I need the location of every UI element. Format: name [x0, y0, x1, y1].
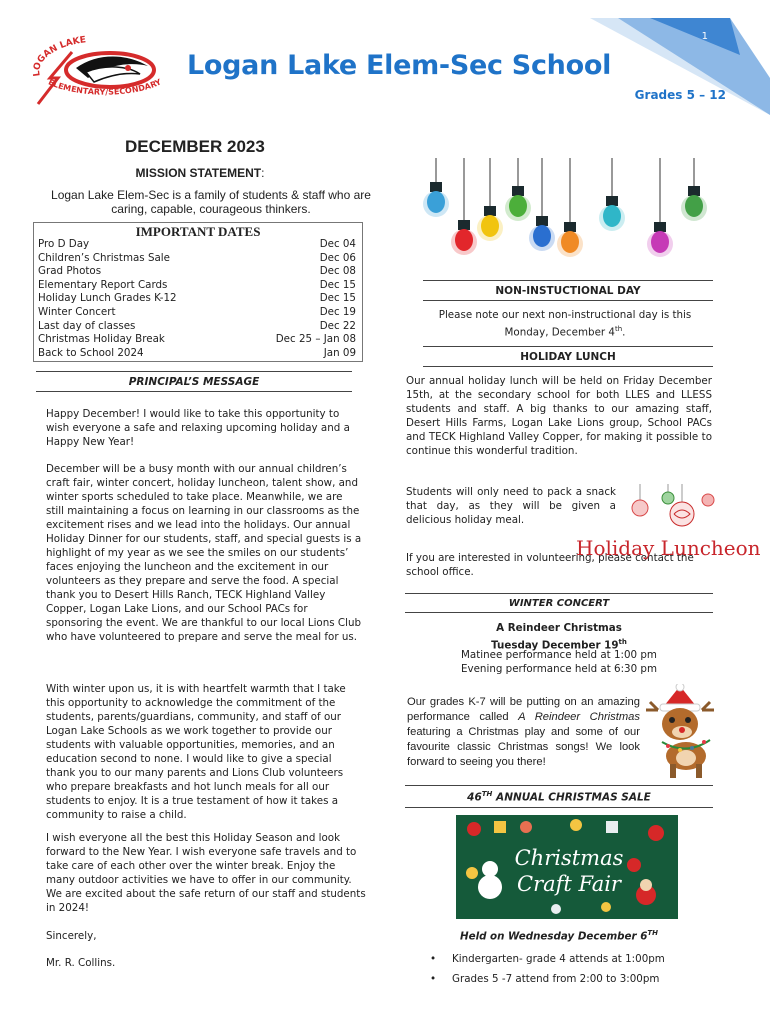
date-value: Dec 08 — [319, 265, 356, 278]
light-bulbs — [423, 158, 707, 257]
non-instructional-text: Please note our next non-instructional day is this Monday, December 4th. — [438, 309, 692, 339]
bulb-cap — [654, 222, 666, 232]
principal-signature: Mr. R. Collins. — [46, 957, 116, 969]
date-value: Dec 15 — [319, 278, 356, 291]
sale-time-item: • Grades 5 -7 attend from 2:00 to 3:00pm — [430, 969, 665, 989]
bulb-cap — [484, 206, 496, 216]
principal-paragraph-1: Happy December! I would like to take this opportunity to wish everyone a safe and relaxing upcoming holiday and a Happy New Year! — [46, 408, 350, 448]
date-value: Dec 04 — [319, 238, 356, 250]
date-event: Winter Concert — [38, 305, 116, 318]
bulb-cap — [430, 182, 442, 192]
light-bulb — [561, 231, 579, 253]
date-value: Dec 22 — [319, 319, 356, 332]
date-value: Dec 15 — [319, 292, 356, 305]
date-row — [38, 320, 356, 334]
date-row — [38, 347, 356, 361]
sale-date: Held on Wednesday December 6TH — [459, 929, 659, 943]
date-event: Children’s Christmas Sale — [38, 251, 170, 264]
holiday-lunch-heading: HOLIDAY LUNCH — [423, 346, 713, 367]
sale-time-item: • Kindergarten- grade 4 attends at 1:00pm — [430, 949, 665, 969]
concert-title: A Reindeer Christmas Tuesday December 19th — [491, 622, 627, 652]
light-bulb — [603, 205, 621, 227]
date-value: Dec 25 – Jan 08 — [275, 333, 356, 346]
date-row — [38, 252, 356, 266]
date-row — [38, 292, 356, 306]
christmas-lights-image — [398, 158, 718, 268]
grades-label: Grades 5 – 12 — [634, 88, 726, 102]
date-row — [38, 265, 356, 279]
poster-line-2: Craft Fair — [517, 872, 621, 896]
date-value: Dec 06 — [319, 251, 356, 264]
winter-concert-heading: WINTER CONCERT — [405, 593, 713, 613]
matinee-time: Matinee performance held at 1:00 pm — [461, 649, 657, 661]
date-row — [38, 238, 356, 252]
light-bulb — [427, 191, 445, 213]
date-row — [38, 279, 356, 293]
light-bulb — [533, 225, 551, 247]
reindeer-image — [642, 684, 726, 780]
poster-line-1: Christmas — [514, 846, 624, 870]
concert-paragraph: Our grades K-7 will be putting on an amazing performance called A Reindeer Christmas featuring a Christmas play and some of our favourite classic Christmas songs! We look forward to seeing you there! — [407, 696, 640, 768]
christmas-sale-heading: 46TH ANNUAL CHRISTMAS SALE — [405, 785, 713, 808]
logo-bottom-text: ELEMENTARY/SECONDARY — [46, 77, 163, 97]
ornaments-image — [610, 484, 720, 536]
logo-top-text: LOGAN LAKE — [32, 35, 87, 77]
school-logo — [28, 34, 188, 106]
date-event: Grad Photos — [38, 265, 102, 278]
date-event: Christmas Holiday Break — [38, 333, 165, 346]
evening-time: Evening performance held at 6:30 pm — [461, 663, 657, 675]
important-dates-title: IMPORTANT DATES — [135, 224, 261, 239]
date-event: Back to School 2024 — [38, 346, 144, 359]
month-heading: DECEMBER 2023 — [125, 137, 265, 156]
light-bulb — [481, 215, 499, 237]
non-instructional-heading: NON-INSTUCTIONAL DAY — [423, 280, 713, 301]
date-event: Elementary Report Cards — [38, 278, 168, 291]
craft-fair-poster — [456, 815, 678, 919]
sale-times-list — [430, 949, 665, 989]
important-dates-list — [38, 238, 356, 360]
page-number: 1 — [701, 31, 708, 42]
light-bulb — [455, 229, 473, 251]
holiday-lunch-paragraph-1: Our annual holiday lunch will be held on Friday December 15th, at the secondary school for both LLES and LLESS students and staff. A big thanks to our amazing staff, Desert Hills Farms, Logan Lake Lions group, School PACs and TECK Highland Valley Copper, for making it possible to continue this wonderful tradition. — [406, 375, 712, 457]
holiday-lunch-paragraph-2: Students will only need to pack a snack that day, as they will be given a delicious holiday meal. — [406, 486, 616, 526]
bulb-cap — [688, 186, 700, 196]
principal-closing: Sincerely, — [46, 930, 97, 942]
light-bulb — [509, 195, 527, 217]
date-row — [38, 306, 356, 320]
principal-paragraph-2: December will be a busy month with our annual children’s craft fair, winter concert, holiday luncheon, talent show, and winter sports scheduled to take place. Meanwhile, we are still maintaining a focus on learning in our classrooms as the excitement rises and we lead into the holidays. Our annual Holiday Dinner for our students, staff, and special guests is a highlight of my year as we see the smiles on our students’ faces enjoying the luncheon and the excitement in our volunteers as they prepare and serve the food. A special thank you to Desert Hills Ranch, TECK Highland Valley Copper, Logan Lake Lions, and our School PACs for sponsoring the event. We are thankful to our local Lions Club who have volunteered to prepare and serve the meal for us. — [46, 463, 362, 643]
bulb-cap — [606, 196, 618, 206]
school-title: Logan Lake Elem-Sec School — [187, 50, 612, 81]
date-event: Last day of classes — [38, 319, 136, 332]
bulb-cap — [458, 220, 470, 230]
date-row — [38, 333, 356, 347]
date-value: Dec 19 — [319, 305, 356, 318]
holiday-luncheon-graphic-text: Holiday Luncheon — [576, 536, 761, 560]
important-dates-box — [33, 222, 363, 362]
bulb-cap — [564, 222, 576, 232]
date-event: Holiday Lunch Grades K-12 — [38, 292, 177, 305]
bulb-cap — [512, 186, 524, 196]
date-value: Jan 09 — [323, 346, 356, 359]
mission-text: Logan Lake Elem-Sec is a family of students & staff who are caring, capable, courageous thinkers. — [51, 188, 371, 216]
principal-paragraph-4: I wish everyone all the best this Holiday Season and look forward to the New Year. I wish everyone safe travels and to take care of each other over the winter break. Enjoy the many outdoor activities we have to offer in our community. We are excited about the safe return of our staff and students in 2024! — [46, 832, 366, 914]
date-event: Pro D Day — [38, 238, 90, 250]
bulb-cap — [536, 216, 548, 226]
principal-message-heading: PRINCIPAL’S MESSAGE — [36, 371, 352, 392]
light-bulb — [685, 195, 703, 217]
holiday-lunch-paragraph-3: If you are interested in volunteering, please contact the school office. — [406, 552, 694, 578]
mission-heading: MISSION STATEMENT: — [135, 166, 265, 180]
principal-paragraph-3: With winter upon us, it is with heartfelt warmth that I take this opportunity to acknowledge the commitment of the students, parents/guardians, community, and staff of our Logan Lake Schools as we work together to provide our students with valuable opportunities, memories, and an education second to none. I would like to give a special thank you to our many parents and Lions Club volunteers who prepare breakfasts and hot lunch meals for all our students to enjoy. It is a true testament of how it takes a community to raise a child. — [46, 683, 346, 821]
light-bulb — [651, 231, 669, 253]
